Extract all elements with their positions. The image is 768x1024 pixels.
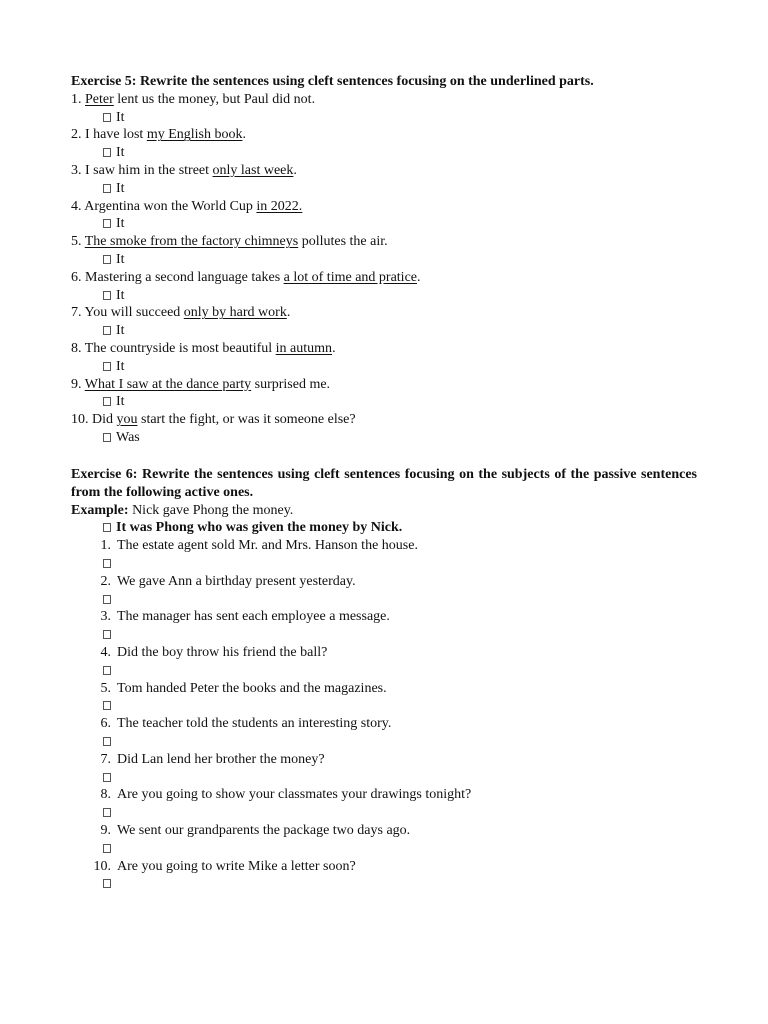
- answer-line[interactable]: [71, 626, 697, 644]
- item-underlined-part: only by hard work: [183, 305, 287, 321]
- item-after: .: [293, 162, 297, 178]
- item-num: 1.: [100, 538, 111, 554]
- item-num: 10.: [71, 412, 89, 428]
- answer-box-icon: [103, 113, 111, 122]
- answer-starter: It: [116, 287, 125, 303]
- answer-box-icon: [103, 701, 111, 710]
- item-text: Are you going to show your classmates your drawings tonight?: [117, 787, 472, 803]
- exercise-5-item: [71, 126, 697, 144]
- answer-box-icon: [103, 433, 111, 442]
- answer-starter: It: [116, 251, 125, 267]
- item-underlined-part: only last week: [212, 162, 294, 178]
- exercise-6-list: [71, 537, 697, 893]
- answer-line[interactable]: [71, 555, 697, 573]
- item-text: We sent our grandparents the package two days ago.: [117, 822, 411, 838]
- exercise-5-item: [71, 411, 697, 429]
- item-after: start the fight, or was it someone else?: [137, 412, 356, 428]
- exercise-5-item: [71, 198, 697, 216]
- exercise-5-list: [71, 91, 697, 447]
- item-num: 5.: [100, 680, 111, 696]
- item-underlined-part: Peter: [85, 91, 114, 107]
- item-num: 10.: [93, 858, 111, 874]
- item-underlined-part: What I saw at the dance party: [84, 376, 252, 392]
- answer-starter: It: [116, 216, 125, 232]
- answer-box-icon: [103, 291, 111, 300]
- answer-box-icon: [103, 219, 111, 228]
- exercise-5-item: [71, 269, 697, 287]
- answer-box-icon: [103, 397, 111, 406]
- item-num: 7.: [71, 305, 82, 321]
- item-text: The estate agent sold Mr. and Mrs. Hanson the house.: [117, 538, 418, 554]
- item-underlined-part: The smoke from the factory chimneys: [84, 234, 299, 250]
- answer-box-icon: [103, 773, 111, 782]
- exercise-6-item: [71, 644, 697, 662]
- answer-starter: Was: [116, 429, 140, 445]
- answer-starter: It: [116, 109, 125, 125]
- exercise-6-item: [71, 608, 697, 626]
- item-text: Did the boy throw his friend the ball?: [117, 644, 328, 660]
- exercise-6: [71, 466, 697, 893]
- example-line: [71, 502, 697, 520]
- answer-box-icon: [103, 879, 111, 888]
- item-num: 6.: [71, 269, 82, 285]
- item-before: You will succeed: [84, 305, 184, 321]
- answer-line[interactable]: [71, 180, 697, 198]
- answer-box-icon: [103, 255, 111, 264]
- item-text: Did Lan lend her brother the money?: [117, 751, 325, 767]
- answer-line[interactable]: [71, 769, 697, 787]
- item-underlined-part: in autumn: [275, 340, 333, 356]
- item-num: 2.: [71, 127, 82, 143]
- item-after: .: [417, 269, 421, 285]
- item-underlined-part: my English book: [146, 127, 243, 143]
- item-num: 7.: [100, 751, 111, 767]
- item-text: We gave Ann a birthday present yesterday.: [117, 573, 356, 589]
- answer-box-icon: [103, 523, 111, 532]
- exercise-6-item: [71, 680, 697, 698]
- answer-line[interactable]: [71, 251, 697, 269]
- answer-line[interactable]: [71, 287, 697, 305]
- answer-starter: It: [116, 180, 125, 196]
- item-num: 6.: [100, 716, 111, 732]
- item-before: I saw him in the street: [85, 162, 213, 178]
- answer-starter: It: [116, 145, 125, 161]
- exercise-6-item: [71, 751, 697, 769]
- item-num: 8.: [71, 340, 82, 356]
- exercise-5-item: [71, 162, 697, 180]
- exercise-5-item: [71, 233, 697, 251]
- answer-starter: It: [116, 358, 125, 374]
- item-after: pollutes the air.: [298, 234, 388, 250]
- answer-line[interactable]: [71, 697, 697, 715]
- item-before: I have lost: [85, 127, 147, 143]
- exercise-6-item: [71, 715, 697, 733]
- item-num: 2.: [100, 573, 111, 589]
- item-after: .: [286, 305, 291, 321]
- answer-box-icon: [103, 326, 111, 335]
- example-label: Example:: [71, 502, 129, 518]
- item-text: The teacher told the students an interesting story.: [117, 716, 392, 732]
- exercise-5-item: [71, 376, 697, 394]
- exercise-6-heading: Exercise 6: Rewrite the sentences using cleft sentences focusing on the subjects of the passive sentences from the following active ones.: [71, 467, 697, 500]
- item-underlined-part: a lot of time and pratice: [283, 269, 417, 285]
- answer-box-icon: [103, 630, 111, 639]
- answer-starter: It: [116, 394, 125, 410]
- item-underlined-part: you: [116, 412, 138, 428]
- item-num: 4.: [71, 198, 82, 214]
- exercise-6-item: [71, 822, 697, 840]
- answer-line[interactable]: [71, 429, 697, 447]
- answer-starter: It: [116, 323, 125, 339]
- item-before: Mastering a second language takes: [85, 269, 284, 285]
- answer-line[interactable]: [71, 393, 697, 411]
- exercise-6-item: [71, 786, 697, 804]
- answer-line[interactable]: [71, 215, 697, 233]
- answer-box-icon: [103, 559, 111, 568]
- item-after: .: [242, 127, 246, 143]
- answer-box-icon: [103, 595, 111, 604]
- item-before: Did: [92, 412, 117, 428]
- exercise-5-heading: Exercise 5: Rewrite the sentences using cleft sentences focusing on the underlined parts.: [71, 74, 594, 89]
- item-text: Are you going to write Mike a letter soon?: [117, 858, 356, 874]
- item-after: surprised me.: [251, 376, 331, 392]
- answer-box-icon: [103, 844, 111, 853]
- item-num: 9.: [71, 376, 82, 392]
- item-text: Tom handed Peter the books and the magazines.: [117, 680, 387, 696]
- answer-box-icon: [103, 148, 111, 157]
- item-num: 8.: [100, 787, 111, 803]
- answer-line[interactable]: [71, 804, 697, 822]
- exercise-6-item: [71, 858, 697, 876]
- item-before: The countryside is most beautiful: [84, 340, 276, 356]
- answer-box-icon: [103, 666, 111, 675]
- item-before: Argentina won the World Cup: [84, 198, 257, 214]
- answer-line[interactable]: [71, 840, 697, 858]
- answer-line[interactable]: [71, 322, 697, 340]
- item-text: The manager has sent each employee a message.: [117, 609, 390, 625]
- item-after: lent us the money, but Paul did not.: [113, 91, 316, 107]
- answer-box-icon: [103, 362, 111, 371]
- example-answer-line: [71, 519, 697, 537]
- example-text: Nick gave Phong the money.: [128, 502, 294, 518]
- answer-line[interactable]: [71, 109, 697, 127]
- exercise-6-item: [71, 537, 697, 555]
- answer-line[interactable]: [71, 875, 697, 893]
- item-num: 9.: [100, 822, 111, 838]
- answer-line[interactable]: [71, 358, 697, 376]
- exercise-5-item: [71, 91, 697, 109]
- exercise-5: [71, 73, 697, 447]
- example-answer: It was Phong who was given the money by Nick.: [116, 520, 403, 536]
- answer-box-icon: [103, 184, 111, 193]
- answer-box-icon: [103, 808, 111, 817]
- exercise-6-item: [71, 573, 697, 591]
- item-num: 3.: [71, 162, 82, 178]
- answer-line[interactable]: [71, 591, 697, 609]
- item-num: 3.: [100, 609, 111, 625]
- answer-box-icon: [103, 737, 111, 746]
- item-num: 1.: [71, 91, 82, 107]
- answer-line[interactable]: [71, 733, 697, 751]
- item-after: .: [332, 340, 336, 356]
- exercise-5-item: [71, 340, 697, 358]
- item-underlined-part: in 2022.: [256, 198, 303, 214]
- answer-line[interactable]: [71, 144, 697, 162]
- item-num: 4.: [100, 644, 111, 660]
- answer-line[interactable]: [71, 662, 697, 680]
- item-num: 5.: [71, 234, 82, 250]
- exercise-5-item: [71, 304, 697, 322]
